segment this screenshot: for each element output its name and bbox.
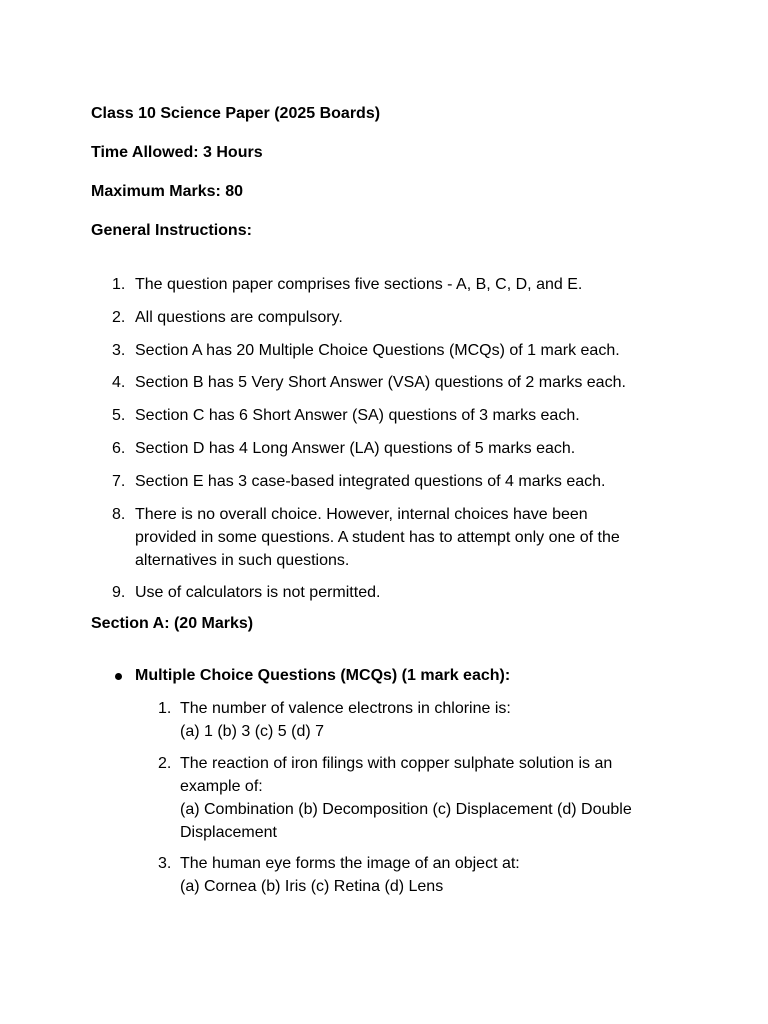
mcq-question-number: 2. (158, 754, 172, 772)
instruction-item-text: Use of calculators is not permitted. (135, 584, 381, 602)
instruction-item (91, 470, 681, 493)
mcq-question-text: Displacement (180, 823, 277, 841)
mcq-question-text: example of: (180, 777, 263, 795)
instruction-item-number: 8. (112, 505, 126, 523)
instruction-item-text: alternatives in such questions. (135, 551, 350, 569)
instruction-item-number: 5. (112, 407, 126, 425)
instruction-item-number: 1. (112, 276, 126, 293)
instruction-item-number: 4. (112, 374, 126, 392)
document-page (91, 104, 681, 907)
instruction-item (91, 437, 681, 460)
instruction-item-text: provided in some questions. A student has to attempt only one of the (135, 528, 620, 546)
instruction-item-text: There is no overall choice. However, internal choices have been (135, 505, 588, 523)
instruction-item (91, 404, 681, 427)
instruction-item-number: 2. (112, 308, 126, 326)
mcq-subheading-label: Multiple Choice Questions (MCQs) (1 mark each): (135, 667, 511, 685)
instruction-item-text: Section B has 5 Very Short Answer (VSA) questions of 2 marks each. (135, 374, 626, 392)
paper-title: Class 10 Science Paper (2025 Boards) (91, 105, 381, 122)
instruction-item-text: Section D has 4 Long Answer (LA) questions of 5 marks each. (135, 439, 576, 457)
instruction-item (91, 503, 681, 572)
instruction-item-number: 9. (112, 584, 126, 602)
mcq-question-number: 3. (158, 855, 172, 873)
bullet-icon (115, 673, 122, 680)
instruction-item (91, 581, 681, 604)
mcq-question-text: (a) 1 (b) 3 (c) 5 (d) 7 (180, 723, 325, 741)
mcq-question-number: 1. (158, 700, 172, 718)
section-a-heading: Section A: (20 Marks) (91, 615, 254, 633)
mcq-list (91, 697, 681, 898)
instruction-item (91, 371, 681, 394)
instruction-item-number: 7. (112, 472, 126, 490)
instruction-item-text: Section C has 6 Short Answer (SA) questions of 3 marks each. (135, 407, 580, 425)
instruction-item-number: 3. (112, 341, 126, 359)
maximum-marks: Maximum Marks: 80 (91, 183, 244, 200)
mcq-question-text: The number of valence electrons in chlorine is: (180, 700, 511, 718)
mcq-subheading (91, 666, 681, 686)
instruction-item (91, 339, 681, 362)
instruction-item-text: The question paper comprises five sections - A, B, C, D, and E. (135, 276, 583, 293)
instruction-item-text: Section E has 3 case-based integrated questions of 4 marks each. (135, 472, 606, 490)
mcq-question-text: The reaction of iron filings with copper sulphate solution is an (180, 754, 613, 772)
mcq-question (91, 752, 681, 844)
mcq-question (91, 697, 681, 743)
instructions-list (91, 273, 681, 604)
mcq-question-text: (a) Combination (b) Decomposition (c) Displacement (d) Double (180, 800, 632, 818)
instruction-item-number: 6. (112, 439, 126, 457)
instruction-item-text: Section A has 20 Multiple Choice Questions (MCQs) of 1 mark each. (135, 341, 620, 359)
mcq-question-text: (a) Cornea (b) Iris (c) Retina (d) Lens (180, 878, 444, 896)
instruction-item-text: All questions are compulsory. (135, 308, 343, 326)
mcq-question-text: The human eye forms the image of an object at: (180, 855, 520, 873)
instruction-item (91, 273, 681, 296)
instruction-item (91, 306, 681, 329)
mcq-question (91, 852, 681, 898)
time-allowed: Time Allowed: 3 Hours (91, 144, 263, 161)
instructions-heading: General Instructions: (91, 222, 252, 239)
